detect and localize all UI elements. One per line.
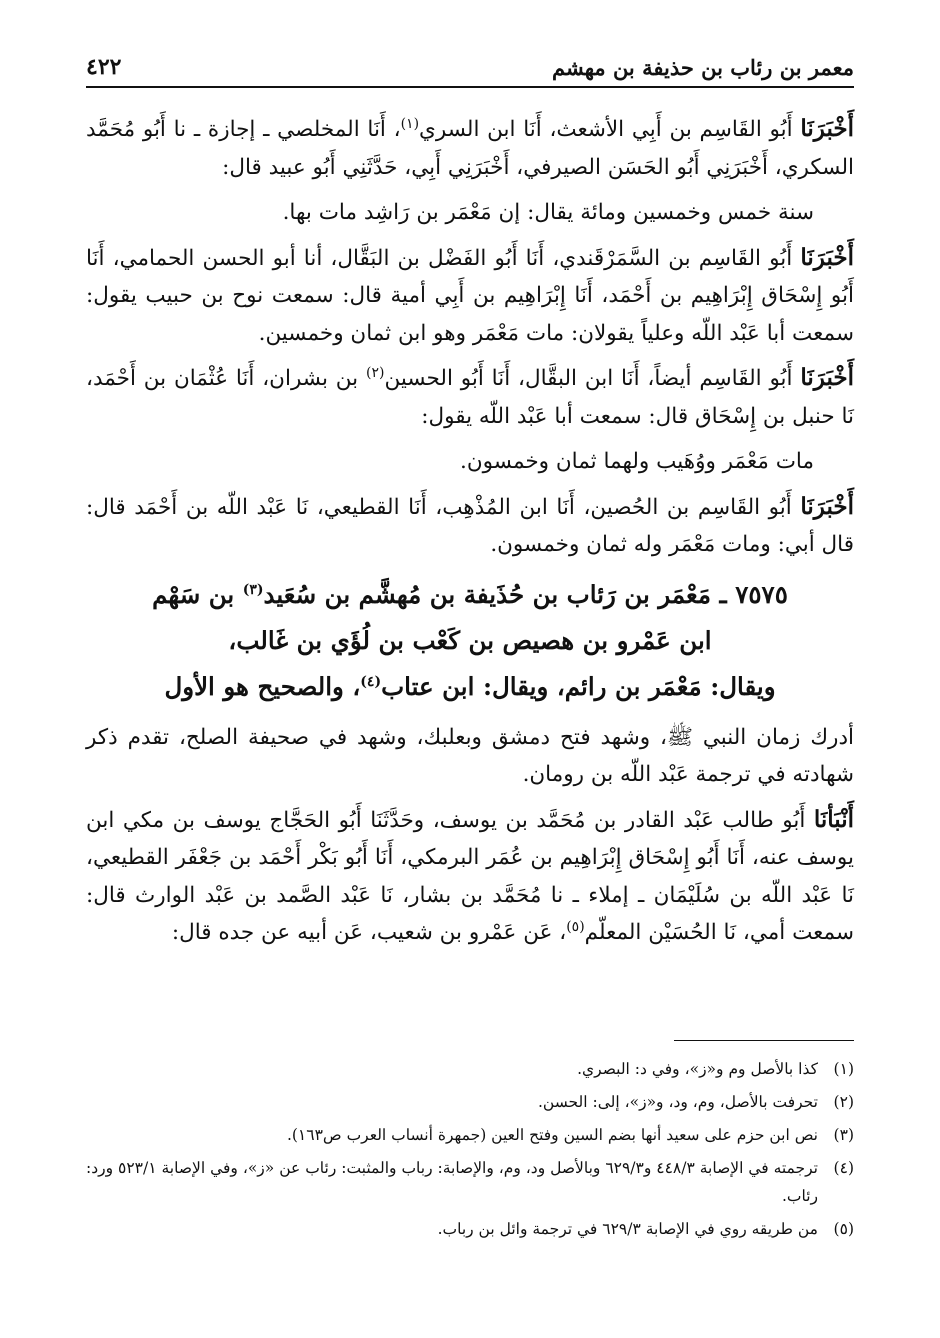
isnad-lead-word: أَخْبَرَنَا bbox=[800, 364, 855, 391]
isnad-lead-word: أَنْبَأنَا bbox=[813, 805, 854, 833]
paragraph-text: أَبُو القَاسِم أيضاً، أَنَا ابن البقَّال، أَنَا أَبُو الحسين bbox=[384, 366, 801, 391]
footnote-text: نص ابن حزم على سعيد أنها بضم السين وفتح العين (جمهرة أنساب العرب ص١٦٣). bbox=[286, 1126, 818, 1144]
footnote-number: (٤) bbox=[833, 1159, 854, 1177]
footnote bbox=[86, 1121, 854, 1149]
paragraph-text: ، عَن عَمْرو بن شعيب، عَن أبيه عن جده قال: bbox=[171, 920, 567, 945]
footnote-marker: (١) bbox=[400, 115, 420, 132]
entry-heading-line-1: ٧٥٧٥ ـ مَعْمَر بن رَئاب بن حُذَيفة بن مُهشَّم بن سُعَيد$^{(٣)}$ بن سَهْم bbox=[152, 579, 788, 609]
footnote-number: (٥) bbox=[833, 1220, 854, 1238]
running-title: معمر بن رئاب بن حذيفة بن مهشم bbox=[552, 55, 854, 80]
paragraph-text: أدرك زمان النبي ﷺ، وشهد فتح دمشق وبعلبك، وشهد في صحيفة الصلح، تقدم ذكر شهادته في ترجمة عَبْد اللّه بن رومان. bbox=[86, 724, 854, 787]
paragraph-text: ، أَنَا المخلصي ـ إجازة ـ نا أَبُو مُحَمَّد السكري، أَخْبَرَنِي أَبُو الحَسَن الصيرفي، أَخْبَرَنِي أَبِي، حَدَّثَنِي أَبُو عبيد قال: bbox=[86, 117, 854, 180]
isnad-lead-word: أَخْبَرَنَا bbox=[800, 492, 854, 520]
entry-heading-line-2: ابن عَمْرو بن هصيص بن كَعْب بن لُؤَي بن غَالب، bbox=[228, 625, 712, 655]
narration-paragraph bbox=[86, 488, 854, 564]
narration-paragraph bbox=[86, 110, 854, 186]
narration-paragraph bbox=[86, 239, 854, 353]
footnote-text: كذا بالأصل وم و«ز»، وفي د: البصري. bbox=[577, 1060, 818, 1078]
narration-paragraph bbox=[86, 718, 854, 794]
entry-heading bbox=[86, 572, 854, 710]
entry-heading-line-3: ويقال: مَعْمَر بن رائم، ويقال: ابن عتاب$^{(٤)}$، والصحيح هو الأول bbox=[164, 671, 776, 701]
main-text bbox=[86, 110, 854, 959]
paragraph-text: بن بشران، أَنَا عُثْمَان بن أَحْمَد، نَا حنبل بن إِسْحَاق قال: سمعت أبا عَبْد اللّه يقول: bbox=[86, 366, 854, 429]
paragraph-text: أَبُو القَاسِم بن أَبِي الأشعث، أَنَا ابن السري bbox=[419, 117, 801, 142]
narrations-block-1 bbox=[86, 110, 854, 564]
running-header bbox=[86, 52, 854, 88]
quoted-statement bbox=[86, 193, 854, 232]
paragraph-text: أَبُو القَاسِم بن السَّمَرْقَندي، أَنَا أَبُو الفَضْل بن البَقَّال، أنا أبو الحسن الحمامي، أَنَا أَبُو إِسْحَاق إِبْرَاهِيم بن أَحْمَد، أَنَا إِبْرَاهِيم بن أَبِي أمية قال: سمعت نوح بن حبيب يقول: سمعت أبا عَبْد اللّه وعلياً يقولان: مات مَعْمَر وهو ابن ثمان وخمسين. bbox=[86, 245, 854, 346]
narration-paragraph bbox=[86, 359, 854, 435]
narration-paragraph bbox=[86, 801, 854, 952]
paragraph-text: أَبُو طالب عَبْد القادر بن مُحَمَّد بن يوسف، وحَدَّثَنَا أَبُو الحَجَّاج يوسف بن مكي ابن يوسف عنه، أَنَا أَبُو إِسْحَاق إِبْرَاهِيم بن عُمَر البرمكي، أَنَا أَبُو بَكْر أَحْمَد بن جَعْفَر القطيعي، نَا عَبْد اللّه بن سُلَيْمَان ـ إملاء ـ نا مُحَمَّد بن بشار، نَا عَبْد الصَّمد بن عَبْد الوارث قال: سمعت أمي، نَا الحُسَيْن المعلّم bbox=[86, 807, 854, 945]
footnote-marker: (٢) bbox=[366, 364, 385, 381]
isnad-lead-word: أَخْبَرَنَا bbox=[800, 115, 855, 142]
footnote-number: (٢) bbox=[833, 1093, 854, 1111]
page-number: ٤٢٢ bbox=[86, 54, 122, 80]
footnote-number: (١) bbox=[833, 1060, 854, 1078]
footnote-number: (٣) bbox=[833, 1126, 854, 1144]
footnote-text: ترجمته في الإصابة ٤٤٨/٣ و٦٢٩/٣ وبالأصل ود، وم، والإصابة: رباب والمثبت: رئاب عن «ز»، وفي الإصابة ٥٢٣/١ ورد: رئاب. bbox=[86, 1159, 818, 1205]
footnote bbox=[86, 1154, 854, 1210]
footnote-text: من طريقه روي في الإصابة ٦٢٩/٣ في ترجمة وائل بن رباب. bbox=[437, 1220, 818, 1238]
footnote bbox=[86, 1055, 854, 1083]
isnad-lead-word: أَخْبَرَنَا bbox=[800, 243, 854, 271]
footnote bbox=[86, 1088, 854, 1116]
quoted-statement bbox=[86, 442, 854, 481]
paragraph-text: مات مَعْمَر ووُهَيب ولهما ثمان وخمسون. bbox=[460, 449, 814, 474]
paragraph-text: سنة خمس وخمسين ومائة يقال: إن مَعْمَر بن رَاشِد مات بها. bbox=[282, 200, 814, 225]
footnote bbox=[86, 1215, 854, 1243]
footnote-marker: (٥) bbox=[566, 918, 585, 935]
footnote-text: تحرفت بالأصل، وم، ود، و«ز»، إلى: الحسن. bbox=[537, 1093, 818, 1111]
paragraph-text: أَبُو القَاسِم بن الحُصين، أَنَا ابن المُذْهِب، أَنَا القطيعي، نَا عَبْد اللّه بن أَحْمَد قال: قال أبي: ومات مَعْمَر وله ثمان وخمسون. bbox=[86, 494, 854, 557]
footnotes bbox=[86, 1055, 854, 1248]
footnote-divider bbox=[674, 1040, 854, 1041]
narrations-block-2 bbox=[86, 718, 854, 952]
